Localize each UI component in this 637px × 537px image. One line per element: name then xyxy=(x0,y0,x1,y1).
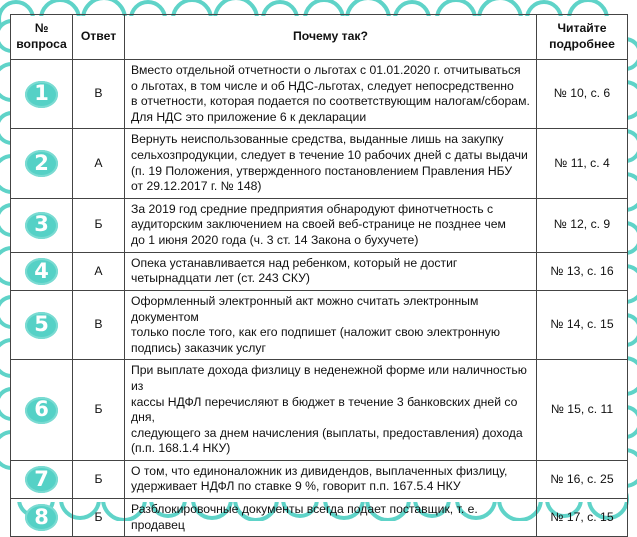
question-number-badge: 5 xyxy=(25,312,58,339)
explanation-cell: О том, что единоналожник из дивидендов, выплаченных физлицу, удерживает НДФЛ по ставке 9 %, говорит п.п. 167.5.4 НКУ xyxy=(125,460,537,498)
explanation-cell: При выплате дохода физлицу в неденежной форме или наличностью из кассы НДФЛ перечисляют в бюджет в течение 3 банковских дней со дня, следующего за днем начисления (выплаты, предоставления) дохода (п.п. 168.1.4 НКУ) xyxy=(125,360,537,461)
table-header-row xyxy=(11,15,628,60)
question-number-badge: 2 xyxy=(25,150,58,177)
reference-cell: № 10, с. 6 xyxy=(537,60,628,129)
question-number-cell xyxy=(11,499,73,537)
reference-cell: № 13, с. 16 xyxy=(537,252,628,290)
explanation-cell: За 2019 год средние предприятия обнародуют финотчетность с аудиторским заключением на своей веб-странице не позднее чем до 1 июня 2020 года (ч. 3 ст. 14 Закона о бухучете) xyxy=(125,198,537,252)
explanation-cell: Опека устанавливается над ребенком, который не достиг четырнадцати лет (ст. 243 СКУ) xyxy=(125,252,537,290)
explanation-cell: Разблокировочные документы всегда подает поставщик, т. е. продавец xyxy=(125,499,537,537)
question-number-badge: 7 xyxy=(25,466,58,493)
table-row xyxy=(11,252,628,290)
question-number-cell xyxy=(11,290,73,359)
table-row xyxy=(11,460,628,498)
reference-cell: № 11, с. 4 xyxy=(537,129,628,198)
answer-cell: В xyxy=(73,60,125,129)
reference-cell: № 17, с. 15 xyxy=(537,499,628,537)
explanation-cell: Оформленный электронный акт можно считать электронным документом только после того, как его подпишет (наложит свою электронную подпись) заказчик услуг xyxy=(125,290,537,359)
question-number-cell xyxy=(11,198,73,252)
table-row xyxy=(11,499,628,537)
answers-table xyxy=(10,14,628,537)
answers-table-wrapper xyxy=(10,14,627,537)
question-number-cell xyxy=(11,129,73,198)
table-row xyxy=(11,60,628,129)
question-number-badge: 3 xyxy=(25,212,58,239)
table-row xyxy=(11,198,628,252)
reference-cell: № 12, с. 9 xyxy=(537,198,628,252)
answer-cell: Б xyxy=(73,460,125,498)
header-number: № вопроса xyxy=(11,15,73,60)
question-number-badge: 4 xyxy=(25,258,58,285)
header-why: Почему так? xyxy=(125,15,537,60)
answer-cell: Б xyxy=(73,499,125,537)
question-number-cell xyxy=(11,360,73,461)
answer-cell: Б xyxy=(73,198,125,252)
answer-cell: А xyxy=(73,129,125,198)
reference-cell: № 15, с. 11 xyxy=(537,360,628,461)
answer-cell: В xyxy=(73,290,125,359)
answer-cell: Б xyxy=(73,360,125,461)
question-number-cell xyxy=(11,252,73,290)
header-read-more: Читайте подробнее xyxy=(537,15,628,60)
reference-cell: № 16, с. 25 xyxy=(537,460,628,498)
question-number-cell xyxy=(11,60,73,129)
question-number-badge: 6 xyxy=(25,397,58,424)
question-number-cell xyxy=(11,460,73,498)
table-row xyxy=(11,360,628,461)
question-number-badge: 1 xyxy=(25,81,58,108)
header-answer: Ответ xyxy=(73,15,125,60)
question-number-badge: 8 xyxy=(25,504,58,531)
table-row xyxy=(11,290,628,359)
table-row xyxy=(11,129,628,198)
explanation-cell: Вернуть неиспользованные средства, выданные лишь на закупку сельхозпродукции, следует в течение 10 рабочих дней с даты выдачи (п. 19 Положения, утвержденного постановлением Правления НБУ от 29.12.2017 г. № 148) xyxy=(125,129,537,198)
answer-cell: А xyxy=(73,252,125,290)
explanation-cell: Вместо отдельной отчетности о льготах с 01.01.2020 г. отчитываться о льготах, в том числе и об НДС-льготах, следует непосредственно в отчетности, которая подается по соответствующим налогам/сборам. Для НДС это приложение 6 к декларации xyxy=(125,60,537,129)
reference-cell: № 14, с. 15 xyxy=(537,290,628,359)
